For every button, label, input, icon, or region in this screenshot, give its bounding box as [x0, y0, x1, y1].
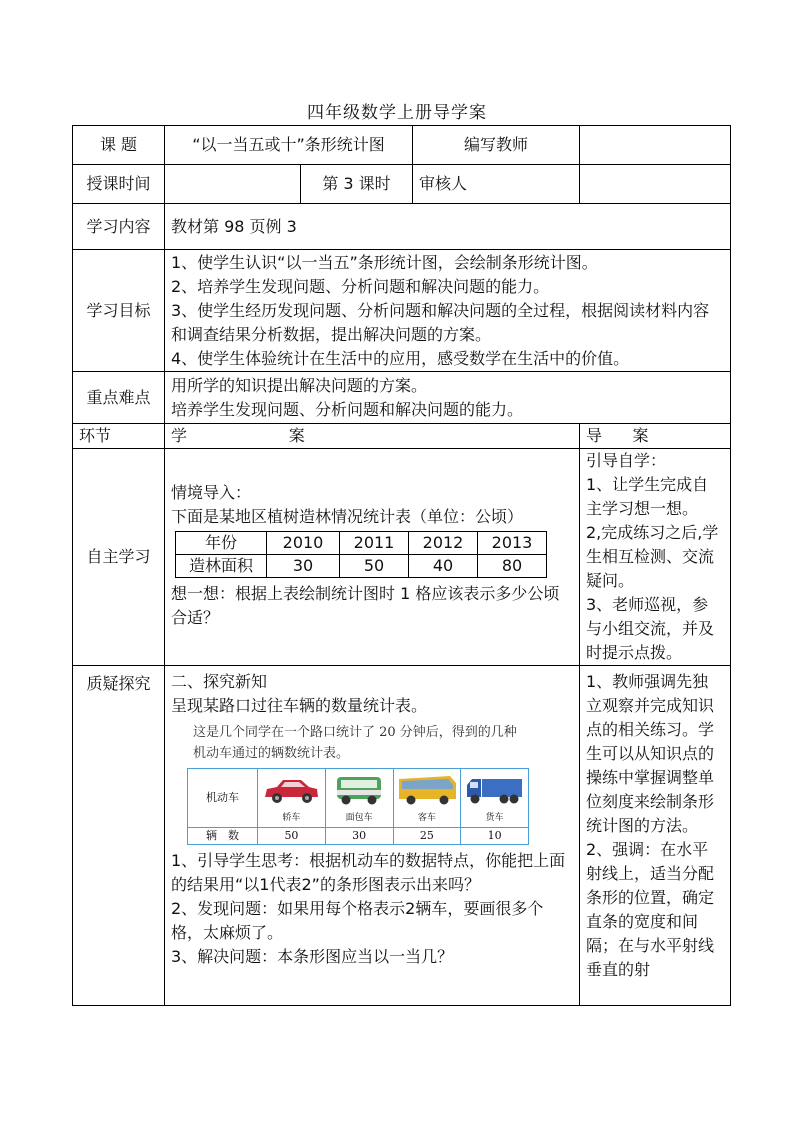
reviewer-label: 审核人	[413, 165, 580, 204]
intro-title: 情境导入：	[171, 483, 252, 502]
count-cell: 10	[461, 828, 529, 845]
author-label: 编写教师	[413, 126, 580, 165]
vehicle-cell-truck	[461, 769, 529, 828]
time-value[interactable]	[165, 165, 301, 204]
count-row-label: 辆 数	[188, 828, 258, 845]
year-cell: 2011	[340, 532, 409, 555]
topic-row	[73, 126, 731, 165]
period-value: 第 3 课时	[301, 165, 413, 204]
stage-header: 环节	[73, 424, 165, 449]
count-cell: 50	[258, 828, 326, 845]
guide-header: 导 案	[580, 424, 731, 449]
goals-label: 学习目标	[73, 250, 165, 372]
area-cell: 50	[340, 555, 409, 578]
explore-guide-cell	[580, 666, 731, 1006]
topic-value: “以一当五或十”条形统计图	[165, 126, 413, 165]
document-title: 四年级数学上册导学案	[307, 103, 487, 123]
vehicle-cell-car	[258, 769, 326, 828]
goal-item: 4、使学生体验统计在生活中的应用，感受数学在生活中的价值。	[171, 348, 630, 368]
intro-text: 下面是某地区植树造林情况统计表（单位：公顷）	[171, 507, 524, 526]
guide-line: 1、教师强调先独立观察并完成知识点的相关练习。学生可以从知识点的操练中掌握调整单位刻度来绘制条形统计图的方法。	[586, 672, 715, 835]
lesson-plan-table	[72, 125, 731, 1006]
bus-icon	[396, 773, 458, 807]
vehicle-count-table	[187, 768, 529, 845]
question-3: 3、解决问题：本条形图应当以一当几？	[171, 947, 454, 966]
area-cell: 30	[267, 555, 340, 578]
vehicle-name: 客车	[417, 813, 436, 823]
explore-cell	[165, 666, 580, 1006]
vehicle-cell-van	[325, 769, 393, 828]
forestation-table	[175, 531, 547, 578]
goal-item: 1、使学生认识“以一当五”条形统计图，会绘制条形统计图。	[171, 252, 598, 272]
content-row	[73, 204, 731, 250]
guide-line: 3、老师巡视，参与小组交流，并及时提示点拨。	[586, 595, 715, 662]
goals-row	[73, 250, 731, 372]
keypoint-item: 用所学的知识提出解决问题的方案。	[171, 375, 428, 395]
guide-line: 2、强调：在水平射线上，适当分配条形的位置，确定直条的宽度和间隔；在与水平射线垂直的射	[586, 840, 715, 979]
content-value: 教材第 98 页例 3	[165, 204, 731, 250]
self-study-cell	[165, 449, 580, 666]
self-study-guide-cell	[580, 449, 731, 666]
guide-line: 引导自学：	[586, 451, 667, 470]
time-label: 授课时间	[73, 165, 165, 204]
area-header: 造林面积	[176, 555, 267, 578]
time-row	[73, 165, 731, 204]
vehicle-name: 货车	[485, 813, 504, 823]
van-icon	[333, 773, 385, 807]
area-cell: 80	[478, 555, 547, 578]
explore-heading: 二、探究新知	[171, 672, 268, 691]
area-cell: 40	[409, 555, 478, 578]
topic-label-cell	[73, 126, 165, 165]
keypoints-cell	[165, 372, 731, 424]
keypoints-row	[73, 372, 731, 424]
vehicle-cell-bus	[393, 769, 461, 828]
goal-item: 3、使学生经历发现问题、分析问题和解决问题的全过程，根据阅读材料内容和调查结果分析数据，提出解决问题的方案。	[171, 300, 710, 344]
self-study-row	[73, 449, 731, 666]
question-1: 1、引导学生思考：根据机动车的数据特点，你能把上面的结果用“以1代表2”的条形图表示出来吗？	[171, 851, 566, 894]
content-label: 学习内容	[73, 204, 165, 250]
self-study-label: 自主学习	[73, 449, 165, 666]
question-2: 2、发现问题：如果用每个格表示2辆车，要画很多个格，太麻烦了。	[171, 899, 544, 942]
goals-cell	[165, 250, 731, 372]
year-header: 年份	[176, 532, 267, 555]
keypoint-item: 培养学生发现问题、分析问题和解决问题的能力。	[171, 399, 524, 419]
think-question: 想一想：根据上表绘制统计图时 1 格应该表示多少公顷合适？	[171, 584, 560, 627]
keypoints-label: 重点难点	[73, 372, 165, 424]
year-cell: 2012	[409, 532, 478, 555]
explore-line1: 呈现某路口过往车辆的数量统计表。	[171, 696, 428, 715]
year-cell: 2010	[267, 532, 340, 555]
explore-label: 质疑探究	[73, 666, 165, 1006]
truck-icon	[464, 773, 526, 807]
count-cell: 25	[393, 828, 461, 845]
topic-label: 课 题	[99, 135, 138, 154]
year-cell: 2013	[478, 532, 547, 555]
vehicle-name: 轿车	[282, 813, 301, 823]
textbook-excerpt-image	[179, 722, 529, 845]
goal-item: 2、培养学生发现问题、分析问题和解决问题的能力。	[171, 276, 550, 296]
reviewer-value[interactable]	[580, 165, 731, 204]
study-header: 学 案	[165, 424, 580, 449]
vehicle-name: 面包车	[345, 813, 373, 823]
count-cell: 30	[325, 828, 393, 845]
author-value[interactable]	[580, 126, 731, 165]
explore-row	[73, 666, 731, 1006]
section-header-row	[73, 424, 731, 449]
textbook-caption: 这是几个同学在一个路口统计了 20 分钟后，得到的几种机动车通过的辆数统计表。	[193, 725, 517, 761]
guide-line: 2,完成练习之后,学生相互检测、交流疑问。	[586, 523, 719, 590]
vehicle-row-label: 机动车	[188, 769, 258, 828]
guide-line: 1、让学生完成自主学习想一想。	[586, 475, 709, 518]
car-icon	[261, 773, 321, 805]
